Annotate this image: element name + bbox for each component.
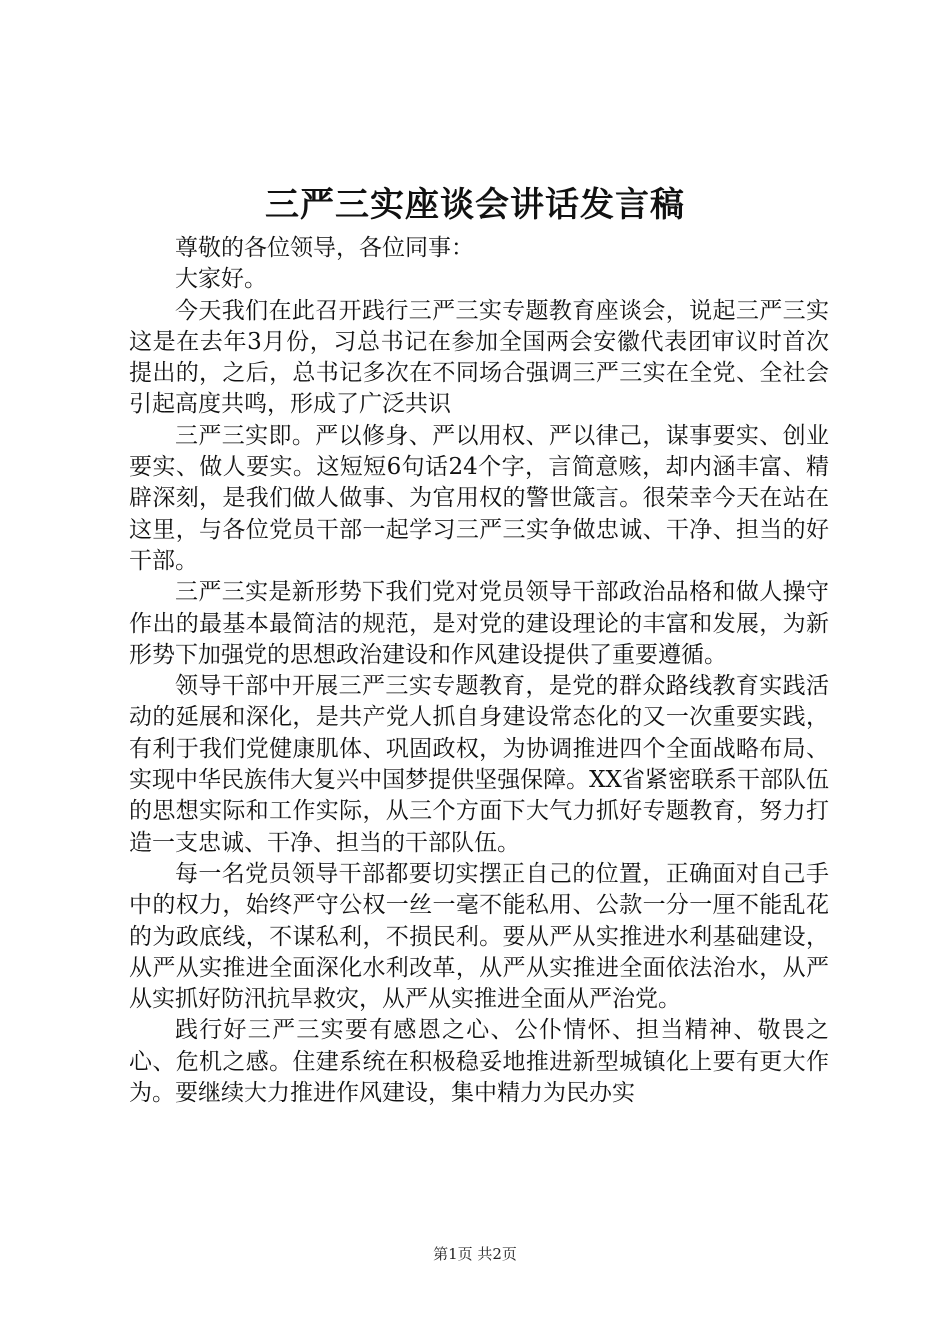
document-body	[129, 233, 829, 1109]
body-paragraph: 三严三实即。严以修身、严以用权、严以律己，谋事要实、创业要实、做人要实。这短短6句话24个字，言简意赅，却内涵丰富、精辟深刻，是我们做人做事、为官用权的警世箴言。很荣幸今天在站在这里，与各位党员干部一起学习三严三实争做忠诚、干净、担当的好干部。	[129, 422, 829, 574]
body-paragraph: 三严三实是新形势下我们党对党员领导干部政治品格和做人操守作出的最基本最简洁的规范，是对党的建设理论的丰富和发展，为新形势下加强党的思想政治建设和作风建设提供了重要遵循。	[129, 579, 829, 668]
body-paragraph: 今天我们在此召开践行三严三实专题教育座谈会，说起三严三实这是在去年3月份，习总书记在参加全国两会安徽代表团审议时首次提出的，之后，总书记多次在不同场合强调三严三实在全党、全社会引起高度共鸣，形成了广泛共识	[129, 297, 829, 418]
document-title: 三严三实座谈会讲话发言稿	[265, 185, 685, 225]
body-paragraph: 领导干部中开展三严三实专题教育，是党的群众路线教育实践活动的延展和深化，是共产党人抓自身建设常态化的又一次重要实践，有利于我们党健康肌体、巩固政权，为协调推进四个全面战略布局、实现中华民族伟大复兴中国梦提供坚强保障。XX省紧密联系干部队伍的思想实际和工作实际，从三个方面下大气力抓好专题教育，努力打造一支忠诚、干净、担当的干部队伍。	[129, 673, 829, 856]
salutation: 尊敬的各位领导，各位同事：	[175, 235, 474, 261]
greeting: 大家好。	[175, 266, 267, 293]
body-paragraph: 每一名党员领导干部都要切实摆正自己的位置，正确面对自己手中的权力，始终严守公权一丝一毫不能私用、公款一分一厘不能乱花的为政底线，不谋私利，不损民利。要从严从实推进水利基础建设，从严从实推进全面深化水利改革，从严从实推进全面依法治水，从严从实抓好防汛抗旱救灾，从严从实推进全面从严治党。	[129, 860, 829, 1013]
body-paragraph: 践行好三严三实要有感恩之心、公仆情怀、担当精神、敬畏之心、危机之感。住建系统在积极稳妥地推进新型城镇化上要有更大作为。要继续大力推进作风建设，集中精力为民办实	[129, 1017, 829, 1107]
page-footer: 第1页 共2页	[433, 1245, 517, 1263]
